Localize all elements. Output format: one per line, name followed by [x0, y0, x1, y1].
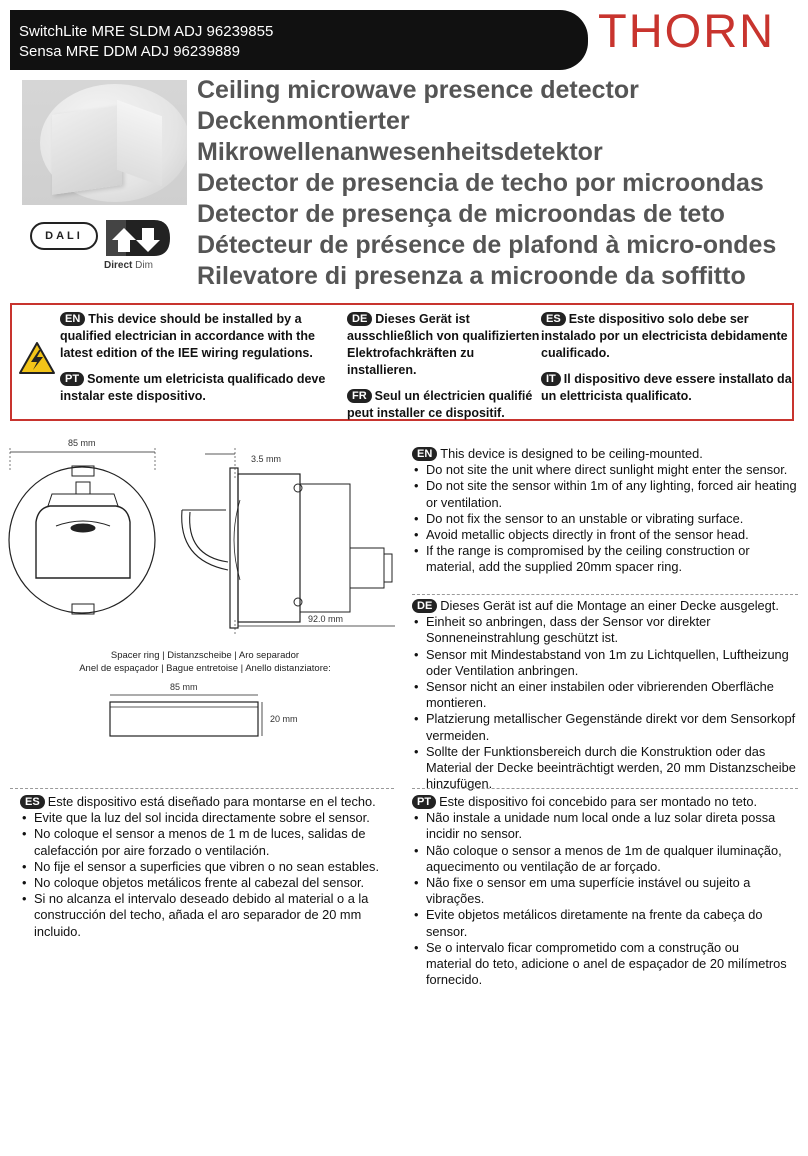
instructions-de: DE Dieses Gerät ist auf die Montage an einer Decke ausgelegt. • Einheit so anbringen, dass der Sensor vor direkter Sonneneinstrahlung geschützt ist. • Sensor mit Mindestabstand von 1m zu Lichtquellen, Luftheizung oder Ventilation anbringen. • Sensor nicht an einer instabilen oder vibrierenden Oberfläche montieren. • Platzierung metallischer Gegenstände direkt vor dem Sensorkopf vermeiden. • Sollte der Funktionsbereich durch die Konstruktion oder das Material der Decke beeinträchtigt werden, 20 mm Distanzscheibe hinzufügen. [412, 598, 798, 792]
lang-badge-en: EN [412, 447, 437, 461]
lang-badge-es: ES [541, 312, 566, 326]
front-view-drawing [9, 448, 155, 614]
list-item: • Sollte der Funktionsbereich durch die Konstruktion oder das Material der Decke beeinträchtigt werden, 20 mm Distanzscheibe hinzufügen. [412, 744, 798, 793]
list-item: • Não fixe o sensor em uma superfície instável ou sujeito a vibrações. [412, 875, 788, 907]
list-es [20, 810, 398, 940]
list-item: • Si no alcanza el intervalo deseado debido al material o a la construcción del techo, añada el aro separador de 20 mm incluido. [20, 891, 398, 940]
title-block [197, 75, 797, 292]
warning-fr: FR Seul un électricien qualifié peut installer ce dispositif. [347, 389, 533, 420]
dali-logo: DALI [30, 222, 98, 250]
list-item: • Avoid metallic objects directly in front of the sensor head. [412, 527, 798, 543]
title-de-1: Deckenmontierter [197, 107, 410, 135]
front-width-label: 85 mm [68, 438, 96, 448]
list-item: • Se o intervalo ficar comprometido com a construção ou material do teto, adicione o anel de espaçador de 20 milímetros fornecido. [412, 940, 788, 989]
lang-badge-de: DE [347, 312, 372, 326]
instructions-en: EN This device is designed to be ceiling-mounted. • Do not site the unit where direct sunlight might enter the sensor. • Do not site the sensor within 1m of any lighting, forced air heating or ventilation. • Do not fix the sensor to an unstable or vibrating surface. • Avoid metallic objects directly in front of the sensor head. • If the range is compromised by the ceiling construction or material, add the supplied 20mm spacer ring. [412, 446, 798, 576]
lang-badge-es: ES [20, 795, 45, 809]
spacer-width-label: 85 mm [170, 682, 198, 692]
instructions-es: ES Este dispositivo está diseñado para montarse en el techo. • Evite que la luz del sol incida directamente sobre el sensor. • No coloque el sensor a menos de 1 m de luces, salidas de calefacción por aire forzado o ventilación. • No fije el sensor a superficies que vibren o no sean estables. • No coloque objetos metálicos frente al cabezal del sensor. • Si no alcanza el intervalo deseado debido al material o a la construcción del techo, añada el aro separador de 20 mm incluido. [20, 794, 398, 940]
list-item: • Do not site the unit where direct sunlight might enter the sensor. [412, 462, 798, 478]
list-item: • Sensor nicht an einer instabilen oder vibrierenden Oberfläche montieren. [412, 679, 798, 711]
list-item: • Não instale a unidade num local onde a luz solar direta possa incidir no sensor. [412, 810, 788, 842]
list-pt [412, 810, 788, 988]
product-line-1: SwitchLite MRE SLDM ADJ 96239855 [19, 23, 274, 40]
list-item: • Evite objetos metálicos diretamente na frente da cabeça do sensor. [412, 907, 788, 939]
spacer-height-label: 20 mm [270, 714, 298, 724]
spacer-ring-drawing [110, 695, 262, 736]
product-line-2: Sensa MRE DDM ADJ 96239889 [19, 43, 240, 60]
list-en [412, 462, 798, 575]
instructions-pt: PT Este dispositivo foi concebido para ser montado no teto. • Não instale a unidade num local onde a luz solar direta possa incidir no sensor. • Não coloque o sensor a menos de 1m de qualquer iluminação, aquecimento ou ventilação de ar forçado. • Não fixe o sensor em uma superfície instável ou sujeito a vibrações. • Evite objetos metálicos diretamente na frente da cabeça do sensor. • Se o intervalo ficar comprometido com a construção ou material do teto, adicione o anel de espaçador de 20 milímetros fornecido. [412, 794, 788, 988]
list-item: • Do not site the sensor within 1m of any lighting, forced air heating or ventilation. [412, 478, 798, 510]
title-es: Detector de presencia de techo por microondas [197, 169, 764, 197]
warning-es: ES Este dispositivo solo debe ser instalado por un electricista debidamente cualificado. [541, 312, 788, 360]
list-item: • Evite que la luz del sol incida directamente sobre el sensor. [20, 810, 398, 826]
divider [10, 788, 394, 789]
header-bar [10, 10, 588, 70]
list-item: • Einheit so anbringen, dass der Sensor vor direkter Sonneneinstrahlung geschützt ist. [412, 614, 798, 646]
title-fr: Détecteur de présence de plafond à micro-ondes [197, 231, 777, 259]
list-item: • Platzierung metallischer Gegenstände direkt vor dem Sensorkopf vermeiden. [412, 711, 798, 743]
list-item: • No coloque el sensor a menos de 1 m de luces, salidas de calefacción por aire forzado o ventilación. [20, 826, 398, 858]
title-it: Rilevatore di presenza a microonde da soffitto [197, 262, 746, 290]
list-item: • Sensor mit Mindestabstand von 1m zu Lichtquellen, Luftheizung oder Ventilation anbringen. [412, 647, 798, 679]
divider [412, 788, 798, 789]
lang-badge-en: EN [60, 312, 85, 326]
lang-badge-de: DE [412, 599, 437, 613]
side-depth-label: 92.0 mm [308, 614, 344, 624]
list-item: • No coloque objetos metálicos frente al cabezal del sensor. [20, 875, 398, 891]
warning-de: DE Dieses Gerät ist ausschließlich von qualifizierten Elektrofachkräften zu installieren. [347, 312, 540, 377]
side-flange-label: 3.5 mm [251, 454, 282, 464]
thorn-logo: THORN [598, 4, 776, 57]
list-item: • Do not fix the sensor to an unstable or vibrating surface. [412, 511, 798, 527]
list-de [412, 614, 798, 792]
warning-it: IT Il dispositivo deve essere installato da un elettricista qualificato. [541, 372, 792, 403]
list-item: • Não coloque o sensor a menos de 1m de qualquer iluminação, aquecimento ou ventilação de ar forçado. [412, 843, 788, 875]
divider [412, 594, 798, 595]
lang-badge-pt: PT [412, 795, 436, 809]
list-item: • If the range is compromised by the ceiling construction or material, add the supplied 20mm spacer ring. [412, 543, 798, 575]
warning-en: EN This device should be installed by a qualified electrician in accordance with the latest edition of the IEE wiring regulations. [60, 312, 315, 360]
title-pt: Detector de presença de microondas de teto [197, 200, 725, 228]
lang-badge-it: IT [541, 372, 561, 386]
warning-pt: PT Somente um eletricista qualificado deve instalar este dispositivo. [60, 372, 326, 403]
safety-warning-box [10, 303, 794, 421]
spacer-caption: Spacer ring | Distanzscheibe | Aro separador Anel de espaçador | Bague entretoise | Anello distanziatore: [79, 650, 331, 674]
dimension-drawings [0, 430, 410, 750]
direct-dim-label: Direct Dim [104, 260, 153, 271]
title-en: Ceiling microwave presence detector [197, 76, 639, 104]
list-item: • No fije el sensor a superficies que vibren o no sean estables. [20, 859, 398, 875]
side-view-drawing [182, 448, 395, 636]
electrical-hazard-icon [18, 341, 56, 375]
lang-badge-fr: FR [347, 389, 372, 403]
product-photo [22, 80, 187, 205]
title-de-2: Mikrowellenanwesenheitsdetektor [197, 138, 603, 166]
lang-badge-pt: PT [60, 372, 84, 386]
